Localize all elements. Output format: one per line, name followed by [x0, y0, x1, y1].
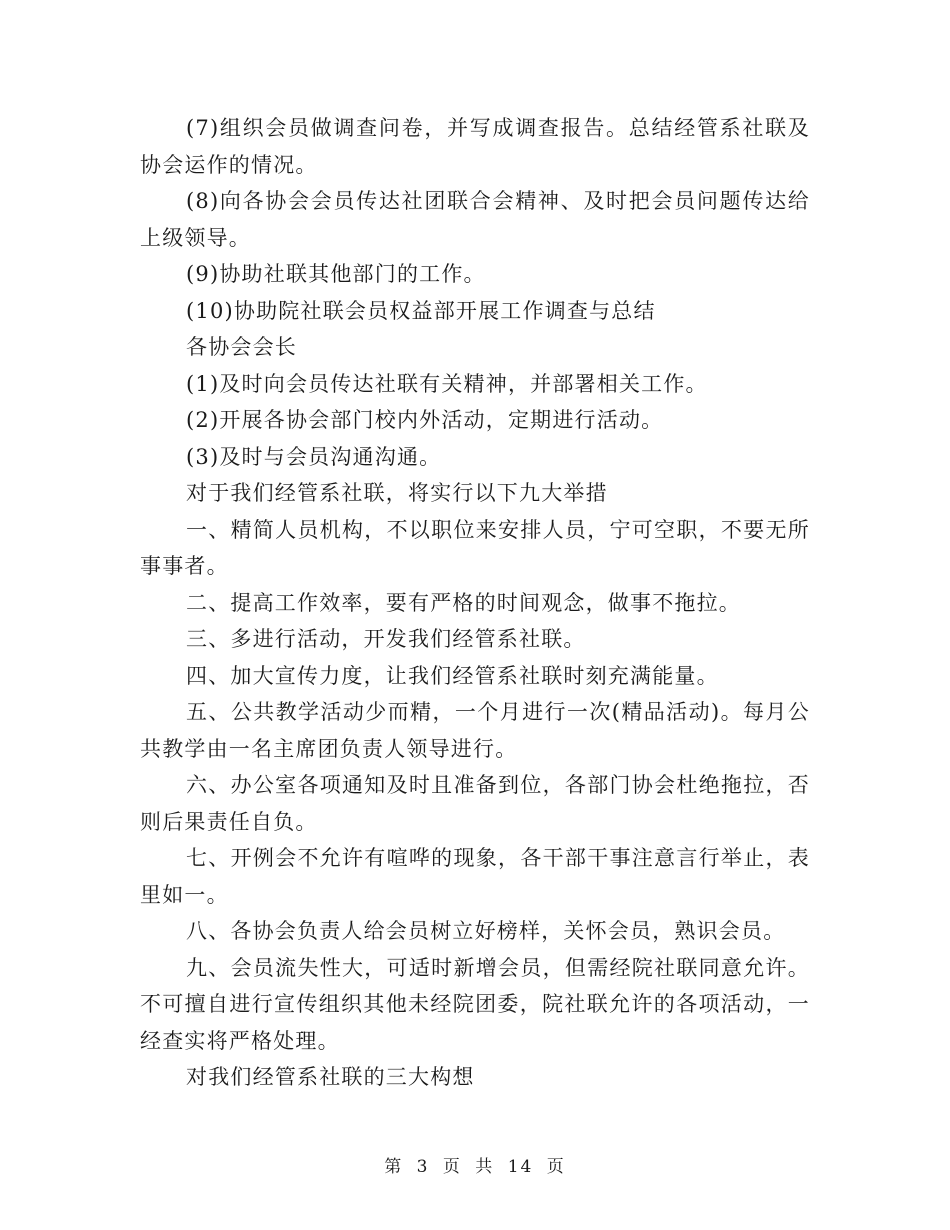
paragraph: (10)协助院社联会员权益部开展工作调查与总结: [186, 298, 656, 323]
paragraph: 一、精简人员机构，不以职位来安排人员，宁可空职，不要无所事事者。: [140, 517, 810, 578]
paragraph: 七、开例会不允许有喧哗的现象，各干部干事注意言行举止，表里如一。: [140, 846, 810, 907]
document-body: [140, 110, 810, 1096]
paragraph: 九、会员流失性大，可适时新增会员，但需经院社联同意允许。不可擅自进行宣传组织其他未经院团委，院社联允许的各项活动，一经查实将严格处理。: [140, 955, 810, 1053]
paragraph: 八、各协会负责人给会员树立好榜样，关怀会员，熟识会员。: [186, 919, 786, 943]
paragraph: (2)开展各协会部门校内外活动，定期进行活动。: [186, 408, 664, 432]
section-heading: 各协会会长: [186, 335, 297, 359]
paragraph: (3)及时与会员沟通沟通。: [186, 444, 442, 469]
paragraph: 六、办公室各项通知及时且准备到位，各部门协会杜绝拖拉，否则后果责任自负。: [140, 773, 810, 834]
current-page-number: 3: [416, 1157, 430, 1177]
paragraph: (1)及时向会员传达社联有关精神，并部署相关工作。: [186, 371, 708, 396]
paragraph: 五、公共教学活动少而精，一个月进行一次(精品活动)。每月公共教学由一名主席团负责人领导进行。: [140, 700, 810, 761]
paragraph: (8)向各协会会员传达社团联合会精神、及时把会员问题传达给上级领导。: [140, 189, 810, 250]
section-heading: 对于我们经管系社联，将实行以下九大举措: [186, 481, 608, 505]
page-footer: [0, 1152, 950, 1177]
footer-page-label: 页: [442, 1157, 462, 1177]
paragraph: 三、多进行活动，开发我们经管系社联。: [186, 627, 586, 651]
paragraph: 二、提高工作效率，要有严格的时间观念，做事不拖拉。: [186, 590, 741, 615]
footer-total-label: 共: [475, 1157, 495, 1177]
section-heading: 对我们经管系社联的三大构想: [186, 1065, 475, 1089]
paragraph: (7)组织会员做调查问卷，并写成调查报告。总结经管系社联及协会运作的情况。: [140, 116, 810, 177]
total-pages-number: 14: [507, 1157, 534, 1177]
footer-prefix: 第: [384, 1157, 404, 1177]
paragraph: 四、加大宣传力度，让我们经管系社联时刻充满能量。: [186, 663, 719, 688]
footer-suffix: 页: [546, 1157, 566, 1177]
paragraph: (9)协助社联其他部门的工作。: [186, 262, 486, 286]
